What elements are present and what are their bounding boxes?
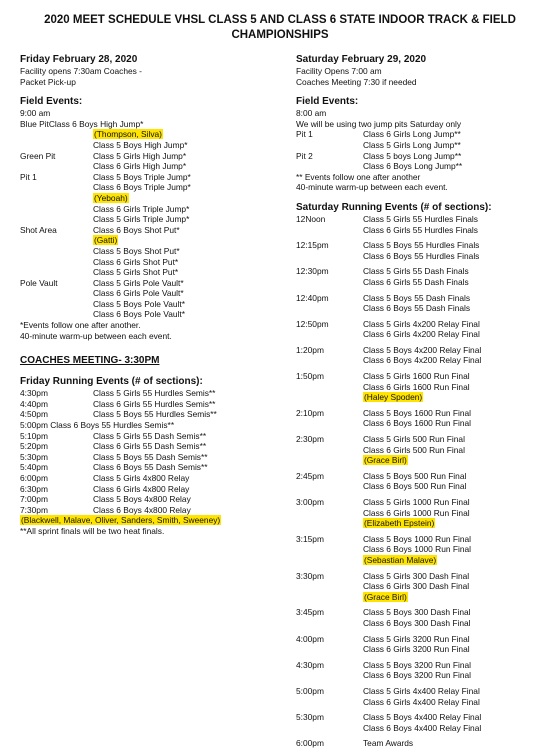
running-event: Class 6 Girls 4x800 Relay — [93, 483, 190, 494]
athlete-names-highlight: (Yeboah) — [94, 192, 128, 203]
friday-field-note-2: 40-minute warm-up between each event. — [20, 330, 172, 341]
running-event: Class 5 Girls 1000 Run Final — [363, 497, 470, 507]
field-location: Blue Pit — [20, 118, 49, 129]
running-event: Class 6 Girls 4x200 Relay Final — [363, 329, 480, 340]
event-time — [296, 277, 363, 288]
running-event: Class 6 Girls 1000 Run Final — [363, 507, 470, 518]
event-time: 2:10pm — [296, 407, 324, 418]
running-event: Class 5 Boys 4x800 Relay — [93, 494, 191, 505]
spacer — [296, 518, 363, 529]
field-location — [20, 257, 93, 268]
event-time — [296, 251, 363, 262]
event-time: 5:40pm — [20, 462, 48, 473]
friday-field-note-1: *Events follow one after another. — [20, 320, 141, 331]
table-row — [20, 129, 282, 140]
field-event-cell — [93, 225, 282, 236]
field-event: Class 5 Girls Triple Jump* — [93, 214, 190, 225]
running-event: Class 5 Girls 3200 Run Final — [363, 633, 470, 644]
friday-heading: Friday February 28, 2020 — [20, 54, 138, 65]
table-row — [296, 225, 552, 236]
field-event: Class 5 Boys Shot Put* — [93, 245, 180, 256]
table-row — [296, 129, 552, 140]
field-location — [20, 309, 93, 320]
event-time — [296, 418, 363, 429]
running-event: Class 6 Boys 3200 Run Final — [363, 670, 471, 681]
field-event-cell — [93, 288, 282, 299]
table-row — [20, 431, 282, 442]
running-event: Class 5 Boys 55 Hurdles Finals — [363, 240, 480, 251]
event-time — [296, 355, 363, 366]
field-location — [20, 182, 93, 193]
running-event: Class 6 Boys 500 Run Final — [363, 481, 467, 492]
running-event: Team Awards — [363, 738, 414, 749]
table-row — [20, 193, 282, 204]
running-event: Class 5 Girls 4x400 Relay Final — [363, 685, 480, 696]
sprint-note: **All sprint finals will be two heat finals. — [20, 525, 165, 536]
event-time: 6:00pm — [20, 473, 48, 483]
event-time: 2:30pm — [296, 434, 324, 445]
event-time: 1:20pm — [296, 344, 324, 355]
table-row — [20, 441, 282, 452]
field-location — [20, 129, 93, 140]
running-event: Class 6 Boys 1000 Run Final — [363, 544, 471, 555]
table-row — [296, 618, 552, 629]
running-event: Class 5 Boys 55 Dash Semis** — [93, 451, 208, 462]
table-row — [296, 277, 552, 288]
table-row — [20, 119, 282, 130]
field-event: Class 5 Girls High Jump* — [93, 150, 187, 161]
field-event-cell — [93, 161, 282, 172]
field-event: Class 6 Girls High Jump* — [93, 161, 187, 172]
table-row — [296, 455, 552, 466]
table-row — [296, 555, 552, 566]
table-row — [296, 644, 552, 655]
running-event: Class 6 Boys 4x800 Relay — [93, 504, 191, 515]
field-location — [20, 204, 93, 215]
spacer — [296, 455, 363, 466]
running-event: Class 5 Boys 55 Hurdles Semis** — [93, 409, 217, 420]
event-time: 3:00pm — [296, 497, 324, 507]
event-time: 12:15pm — [296, 240, 329, 251]
table-row — [20, 172, 282, 183]
event-time: 12:50pm — [296, 318, 329, 329]
field-event: Class 6 Boys Long Jump** — [363, 161, 463, 172]
running-event: Class 5 Boys 300 Dash Final — [363, 607, 471, 618]
table-row — [20, 288, 282, 299]
table-row — [20, 452, 282, 463]
athlete-names-highlight: (Grace Birl) — [364, 455, 407, 466]
table-row — [296, 534, 552, 545]
running-event: Class 6 Boys 300 Dash Final — [363, 617, 471, 628]
event-time: 12Noon — [296, 213, 326, 224]
athlete-names-highlight: (Haley Spoden) — [364, 392, 423, 403]
running-event: Class 6 Girls 55 Dash Semis** — [93, 441, 207, 452]
saturday-field-note-1: ** Events follow one after another — [296, 171, 421, 182]
field-event-cell — [93, 246, 282, 257]
event-time — [296, 481, 363, 492]
table-row — [296, 445, 552, 456]
table-row — [296, 481, 552, 492]
athlete-names-highlight: (Gatti) — [94, 235, 118, 246]
running-event: Class 5 Girls 55 Hurdles Finals — [363, 213, 478, 224]
running-event: Class 6 Girls 1600 Run Final — [363, 381, 470, 392]
athlete-names-highlight: (Thompson, Silva) — [94, 129, 162, 140]
event-time: 7:30pm — [20, 504, 48, 515]
field-event-cell — [93, 299, 282, 310]
table-row — [296, 214, 552, 225]
field-event-cell — [93, 172, 282, 183]
running-event: Class 6 Boys 4x400 Relay Final — [363, 722, 482, 733]
event-time: 4:30pm — [20, 388, 48, 399]
table-row — [20, 399, 282, 410]
table-row — [296, 303, 552, 314]
table-row — [20, 278, 282, 289]
running-event: Class 6 Girls 55 Hurdles Semis** — [93, 398, 216, 409]
event-time: 12:40pm — [296, 292, 329, 303]
running-event: Class 6 Girls 300 Dash Final — [363, 581, 470, 592]
saturday-running-heading: Saturday Running Events (# of sections): — [296, 201, 492, 213]
table-row — [20, 204, 282, 215]
field-location — [20, 288, 93, 299]
event-time — [296, 508, 363, 519]
field-event: Class 5 Girls Shot Put* — [93, 267, 179, 278]
field-event: Class 6 Girls Long Jump** — [363, 129, 461, 140]
table-row — [296, 355, 552, 366]
saturday-field-events — [296, 129, 552, 171]
event-time: 5:10pm — [20, 430, 48, 441]
friday-field-time: 9:00 am — [20, 108, 51, 119]
table-row — [20, 182, 282, 193]
table-row — [20, 235, 282, 246]
event-time: 6:30pm — [20, 483, 48, 494]
running-event: Class 6 Girls 55 Hurdles Finals — [363, 224, 478, 235]
running-event: Class 5 Girls 55 Dash Semis** — [93, 430, 207, 441]
athlete-names-cell — [363, 518, 552, 529]
event-time: 4:30pm — [296, 659, 324, 670]
table-row — [296, 251, 552, 262]
saturday-heading: Saturday February 29, 2020 — [296, 54, 427, 65]
field-event-cell — [93, 309, 282, 320]
field-event: Class 6 Boys Triple Jump* — [93, 182, 191, 193]
event-time — [296, 618, 363, 629]
table-row — [296, 581, 552, 592]
table-row — [296, 345, 552, 356]
event-time: 4:50pm — [20, 409, 48, 420]
friday-facility-line-1: Facility opens 7:30am Coaches - — [20, 66, 142, 76]
table-row — [20, 257, 282, 268]
field-location — [296, 161, 363, 172]
field-event-cell — [93, 267, 282, 278]
table-row — [20, 462, 282, 473]
field-location — [20, 235, 93, 246]
table-row — [20, 267, 282, 278]
event-time: 4:00pm — [296, 633, 324, 644]
event-time: 3:45pm — [296, 607, 324, 618]
field-location: Green Pit — [20, 150, 56, 161]
field-location — [20, 214, 93, 225]
field-event: Class 6 Boys Shot Put* — [93, 224, 180, 235]
friday-facility-line-2: Packet Pick-up — [20, 76, 76, 87]
athlete-names-cell — [363, 592, 552, 603]
event-time — [296, 723, 363, 734]
field-event-cell — [93, 257, 282, 268]
running-event: Class 5 Boys 1600 Run Final — [363, 407, 471, 418]
saturday-field-time: 8:00 am — [296, 108, 327, 119]
saturday-column — [296, 54, 552, 754]
athlete-names-cell — [363, 392, 552, 403]
running-event: Class 5 Girls 55 Dash Finals — [363, 266, 469, 277]
table-row — [296, 723, 552, 734]
athlete-names-highlight: (Sebastian Malave) — [364, 554, 437, 565]
table-row — [20, 225, 282, 236]
athlete-names-cell — [363, 555, 552, 566]
table-row — [20, 409, 282, 420]
running-event: Class 5 Boys 55 Dash Finals — [363, 292, 471, 303]
field-location: Shot Area — [20, 224, 57, 235]
table-row — [296, 266, 552, 277]
event-time: 5:20pm — [20, 441, 48, 452]
running-event: Class 6 Boys 1600 Run Final — [363, 418, 471, 429]
event-time — [296, 445, 363, 456]
field-event-cell — [93, 140, 282, 151]
table-row — [296, 712, 552, 723]
running-event: Class 6 Girls 55 Dash Finals — [363, 276, 469, 287]
event-time: 5:30pm — [296, 712, 324, 723]
field-event: Class 5 Boys Triple Jump* — [93, 171, 191, 182]
event-time: 12:30pm — [296, 266, 329, 277]
event-time: 5:00pm — [296, 685, 324, 696]
saturday-facility-line-1: Facility Opens 7:00 am — [296, 66, 382, 76]
field-location — [20, 140, 93, 151]
field-event: Class 6 Girls Triple Jump* — [93, 203, 190, 214]
athlete-names-cell — [363, 455, 552, 466]
table-row — [20, 484, 282, 495]
field-location — [20, 267, 93, 278]
table-row — [296, 418, 552, 429]
running-event: Class 6 Girls 3200 Run Final — [363, 644, 470, 655]
table-row — [20, 161, 282, 172]
event-time: 1:50pm — [296, 371, 324, 382]
running-event: Class 5 Boys 1000 Run Final — [363, 533, 471, 544]
running-event: Class 5 Girls 300 Dash Final — [363, 570, 470, 581]
field-event-cell — [93, 214, 282, 225]
table-row — [20, 140, 282, 151]
field-event-cell — [93, 235, 282, 246]
running-event: Class 5 Girls 4x200 Relay Final — [363, 318, 480, 329]
table-row — [296, 392, 552, 403]
running-event: Class 6 Boys 55 Dash Semis** — [93, 462, 208, 473]
table-row — [296, 240, 552, 251]
field-event: Class 5 boys Long Jump** — [363, 150, 462, 161]
field-event: Class 6 Girls Pole Vault* — [93, 288, 184, 299]
running-event: Class 6 Girls 500 Run Final — [363, 444, 465, 455]
table-row — [296, 660, 552, 671]
table-row — [296, 697, 552, 708]
table-row — [296, 544, 552, 555]
table-row — [296, 518, 552, 529]
field-event-line — [20, 119, 143, 130]
running-event: Class 5 Boys 4x400 Relay Final — [363, 712, 482, 723]
table-row — [296, 151, 552, 162]
field-location: Pit 1 — [296, 129, 313, 140]
field-event: Class 5 Boys Pole Vault* — [93, 298, 186, 309]
event-time — [296, 303, 363, 314]
saturday-facility-line-2: Coaches Meeting 7:30 if needed — [296, 76, 417, 87]
friday-running-events — [20, 388, 282, 515]
event-time: 2:45pm — [296, 470, 324, 481]
friday-field-events — [20, 119, 282, 320]
event-time — [296, 670, 363, 681]
table-row — [296, 408, 552, 419]
saturday-field-intro: We will be using two jump pits Saturday only — [296, 118, 462, 129]
table-row — [296, 371, 552, 382]
event-time — [296, 581, 363, 592]
event-time: 5:30pm — [20, 451, 48, 462]
running-event: Class 5 Girls 500 Run Final — [363, 434, 465, 445]
running-event: Class 5 Girls 55 Hurdles Semis** — [93, 388, 216, 399]
field-location — [20, 193, 93, 204]
coaches-meeting: COACHES MEETING- 3:30PM — [20, 355, 160, 367]
event-time: 3:15pm — [296, 533, 324, 544]
event-time — [296, 225, 363, 236]
table-row — [296, 140, 552, 151]
running-event: Class 6 Boys 4x200 Relay Final — [363, 355, 482, 366]
field-event-cell — [93, 129, 282, 140]
event-time: 3:30pm — [296, 570, 324, 581]
table-row — [296, 738, 552, 749]
event-time — [296, 382, 363, 393]
table-row — [20, 299, 282, 310]
event-time: 7:00pm — [20, 494, 48, 505]
running-event: Class 5 Girls 1600 Run Final — [363, 371, 470, 382]
athlete-names-highlight: (Elizabeth Epstein) — [364, 518, 435, 529]
table-row — [296, 497, 552, 508]
field-location: Pole Vault — [20, 277, 58, 288]
athlete-names-highlight: (Grace Birl) — [364, 591, 407, 602]
relay-names-highlight: (Blackwell, Malave, Oliver, Sanders, Smith, Sweeney) — [21, 515, 221, 526]
event-time: 6:00pm — [296, 738, 324, 749]
title-line-1: 2020 MEET SCHEDULE VHSL CLASS 5 AND CLASS 6 STATE INDOOR TRACK & FIELD — [44, 14, 516, 26]
field-location — [296, 140, 363, 151]
table-row — [296, 607, 552, 618]
running-event-line: 5:00pm Class 6 Boys 55 Hurdles Semis** — [20, 420, 175, 431]
friday-field-heading: Field Events: — [20, 96, 83, 108]
spacer — [296, 392, 363, 403]
table-row — [296, 319, 552, 330]
table-row — [20, 388, 282, 399]
field-event: Class 6 Boys High Jump* — [48, 118, 144, 129]
table-row — [20, 473, 282, 484]
running-event: Class 6 Boys 55 Dash Finals — [363, 303, 471, 314]
spacer — [296, 555, 363, 566]
field-event-cell — [93, 151, 282, 162]
table-row — [296, 471, 552, 482]
table-row — [296, 293, 552, 304]
field-location — [20, 246, 93, 257]
running-event: Class 6 Boys 55 Hurdles Finals — [363, 250, 480, 261]
saturday-running-events — [296, 214, 552, 754]
friday-column — [20, 54, 282, 537]
event-time — [296, 544, 363, 555]
title-line-2: CHAMPIONSHIPS — [231, 29, 329, 41]
spacer — [296, 592, 363, 603]
friday-running-heading: Friday Running Events (# of sections): — [20, 376, 203, 388]
running-event: Class 6 Girls 4x400 Relay Final — [363, 696, 480, 707]
table-row — [296, 434, 552, 445]
table-row — [296, 571, 552, 582]
running-event: Class 5 Boys 500 Run Final — [363, 470, 467, 481]
event-time — [296, 697, 363, 708]
table-row — [20, 309, 282, 320]
saturday-field-heading: Field Events: — [296, 96, 359, 108]
table-row — [296, 161, 552, 172]
table-row — [20, 214, 282, 225]
event-time — [296, 644, 363, 655]
table-row — [296, 634, 552, 645]
event-time — [296, 329, 363, 340]
field-event: Class 5 Girls Pole Vault* — [93, 277, 184, 288]
field-location: Pit 1 — [20, 171, 37, 182]
document-title — [0, 13, 560, 43]
table-row — [296, 382, 552, 393]
table-row — [296, 508, 552, 519]
table-row — [20, 151, 282, 162]
field-location — [20, 299, 93, 310]
table-row — [20, 246, 282, 257]
running-event: Class 5 Boys 4x200 Relay Final — [363, 344, 482, 355]
table-row — [296, 670, 552, 681]
saturday-field-note-2: 40-minute warm-up between each event. — [296, 182, 448, 193]
field-event: Class 6 Girls Shot Put* — [93, 256, 179, 267]
running-event: Class 5 Girls 4x800 Relay — [93, 473, 190, 483]
table-row — [296, 592, 552, 603]
table-row — [20, 494, 282, 505]
field-event: Class 5 Boys High Jump* — [93, 139, 188, 150]
field-location: Pit 2 — [296, 150, 313, 161]
field-location — [20, 161, 93, 172]
event-time: 4:40pm — [20, 398, 48, 409]
table-row — [296, 686, 552, 697]
field-event-cell — [93, 204, 282, 215]
table-row — [296, 329, 552, 340]
field-event: Class 6 Boys Pole Vault* — [93, 309, 186, 320]
running-event: Class 5 Boys 3200 Run Final — [363, 659, 471, 670]
field-event-cell — [93, 193, 282, 204]
field-event-cell — [93, 182, 282, 193]
table-row — [20, 505, 282, 516]
table-row — [20, 420, 282, 431]
field-event-cell — [93, 278, 282, 289]
field-event: Class 5 Girls Long Jump** — [363, 139, 461, 150]
